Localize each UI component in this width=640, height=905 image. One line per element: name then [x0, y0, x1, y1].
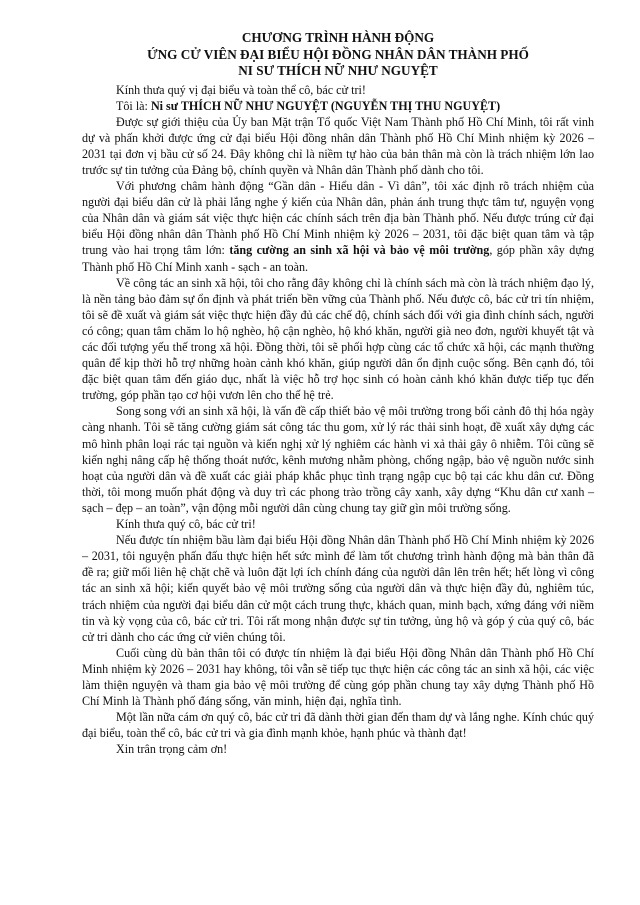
focus-areas: tăng cường an sinh xã hội và bảo vệ môi trường — [229, 243, 490, 258]
candidate-name-title: NI SƯ THÍCH NỮ NHƯ NGUYỆT — [238, 63, 438, 78]
paragraph-continued-service: Cuối cùng dù bản thân tôi có được tín nhiệm là đại biểu Hội đồng Nhân dân Thành phố Hồ Chí Minh nhiệm kỳ 2026 – 2031 hay không, tôi vẫn sẽ tiếp tục thực hiện các công tác an sinh xã hội, các việc làm thiện nguyện và tham gia bảo vệ môi trường để cùng góp phần chung tay xây dựng Thành phố Hồ Chí Minh là Thành phố đáng sống, văn minh, hiện đại, nghĩa tình. — [82, 645, 594, 709]
paragraph-thanks: Một lần nữa cám ơn quý cô, bác cử tri đã dành thời gian đến tham dự và lắng nghe. Kính chúc quý đại biểu, toàn thể cô, bác cử tri và gia đình mạnh khỏe, hạnh phúc và thành đạt! — [82, 710, 594, 741]
intro-prefix: Tôi là: — [116, 98, 151, 113]
page-subtitle: ỨNG CỬ VIÊN ĐẠI BIỂU HỘI ĐỒNG NHÂN DÂN THÀNH PHỐ — [147, 46, 529, 62]
opening-greeting: Kính thưa quý vị đại biểu và toàn thể cô, bác cử tri! — [116, 82, 366, 97]
title-block — [82, 30, 594, 80]
paragraph-commitment: Nếu được tín nhiệm bầu làm đại biểu Hội đồng Nhân dân Thành phố Hồ Chí Minh nhiệm kỳ 2026 – 2031, tôi nguyện phấn đấu thực hiện hết sức mình để làm tốt chương trình hành động mà bản thân đã đề ra; giữ mối liên hệ chặt chẽ và luôn đặt lợi ích chính đáng của người dân lên trên hết; hết lòng vì công tác an sinh xã hội; kiến quyết bảo vệ môi trường sống của người dân và thực hiện đầy đủ, nghiêm túc, trách nhiệm của người đại biểu dân cử một cách trung thực, khách quan, minh bạch, xứng đáng với niềm tin và kỳ vọng của cô, bác cử tri. Tôi rất mong nhận được sự tin tưởng, ủng hộ và góp ý của quý cô, bác cử tri dành cho các ứng cử viên chúng tôi. — [82, 533, 594, 644]
closing-line: Xin trân trọng cảm ơn! — [116, 742, 228, 757]
paragraph-introduction: Được sự giới thiệu của Ủy ban Mặt trận Tổ quốc Việt Nam Thành phố Hồ Chí Minh, tôi rất vinh dự và phấn khởi được ứng cử đại biểu Hội đồng nhân dân Thành phố Hồ Chí Minh nhiệm kỳ 2026 – 2031 tại đơn vị bầu cử số 24. Đây không chỉ là niềm tự hào của bản thân mà còn là trách nhiệm lớn lao trước sự tin tưởng của Đảng bộ, chính quyền và Nhân dân Thành phố dành cho tôi. — [82, 114, 594, 177]
paragraph-social-security: Về công tác an sinh xã hội, tôi cho rằng đây không chỉ là chính sách mà còn là trách nhiệm đạo lý, là nền tảng bảo đảm sự ổn định và phát triển bền vững của Thành phố. Nếu được cô, bác cử tri tín nhiệm, tôi sẽ đề xuất và giám sát việc thực hiện đầy đủ các chế độ, chính sách đối với gia đình chính sách, người có công; quan tâm chăm lo hộ nghèo, hộ cận nghèo, hộ khó khăn, người già neo đơn, người khuyết tật và các đối tượng yếu thế trong xã hội. Đồng thời, tôi sẽ phối hợp cùng các tổ chức xã hội, các mạnh thường quân để kịp thời hỗ trợ những hoàn cảnh khó khăn, giúp người dân ổn định cuộc sống. Bên cạnh đó, tôi đặc biệt quan tâm đến giáo dục, nhất là việc hỗ trợ học sinh có hoàn cảnh khó khăn được tiếp tục đến trường, góp phần tạo cơ hội vươn lên cho thế hệ trẻ. — [82, 275, 594, 403]
motto-text: Với phương châm hành động “Gần dân - Hiểu dân - Vì dân”, tôi xác định rõ trách nhiệm của người đại biểu dân cử là phải lắng nghe ý kiến của Nhân dân, phản ánh trung thực tâm tư, nguyện vọng của Nhân dân và giám sát việc thực hiện các chính sách trên địa bàn Thành phố. Nếu được trúng cử đại biểu Hội đồng nhân dân Thành phố Hồ Chí Minh nhiệm kỳ 2026 – 2031, tôi đặc biệt quan tâm và tập trung vào hai trọng tâm lớn: — [82, 179, 594, 258]
self-introduction — [82, 98, 594, 114]
motto-text-end: , góp phần xây dựng Thành phố Hồ Chí Minh xanh - sạch - an toàn. — [82, 243, 594, 274]
intro-name: Ni sư THÍCH NỮ NHƯ NGUYỆT (NGUYỄN THỊ THU NGUYỆT) — [150, 98, 501, 113]
paragraph-action-motto — [82, 178, 594, 275]
second-greeting: Kính thưa quý cô, bác cử tri! — [116, 517, 256, 532]
page-title: CHƯƠNG TRÌNH HÀNH ĐỘNG — [241, 30, 435, 45]
paragraph-environment: Song song với an sinh xã hội, là vấn đề cấp thiết bảo vệ môi trường trong bối cảnh đô thị hóa ngày càng nhanh. Tôi sẽ tăng cường giám sát công tác thu gom, xử lý rác thải sinh hoạt, đề xuất xây dựng các mô hình phân loại rác tại nguồn và kiến nghị xử lý nghiêm các hành vi xả thải gây ô nhiễm. Tôi cũng sẽ kiến nghị nâng cấp hệ thống thoát nước, kênh mương nhằm phòng, chống ngập, bảo vệ nguồn nước sinh hoạt của người dân và đề xuất các giải pháp khắc phục tình trạng ngập cục bộ tại các khu dân cư. Đồng thời, tôi mong muốn phát động và duy trì các phong trào trồng cây xanh, xây dựng “Khu dân cư xanh – sạch – đẹp – an toàn”, vận động mỗi người dân cùng chung tay giữ gìn môi trường sống. — [82, 404, 594, 515]
